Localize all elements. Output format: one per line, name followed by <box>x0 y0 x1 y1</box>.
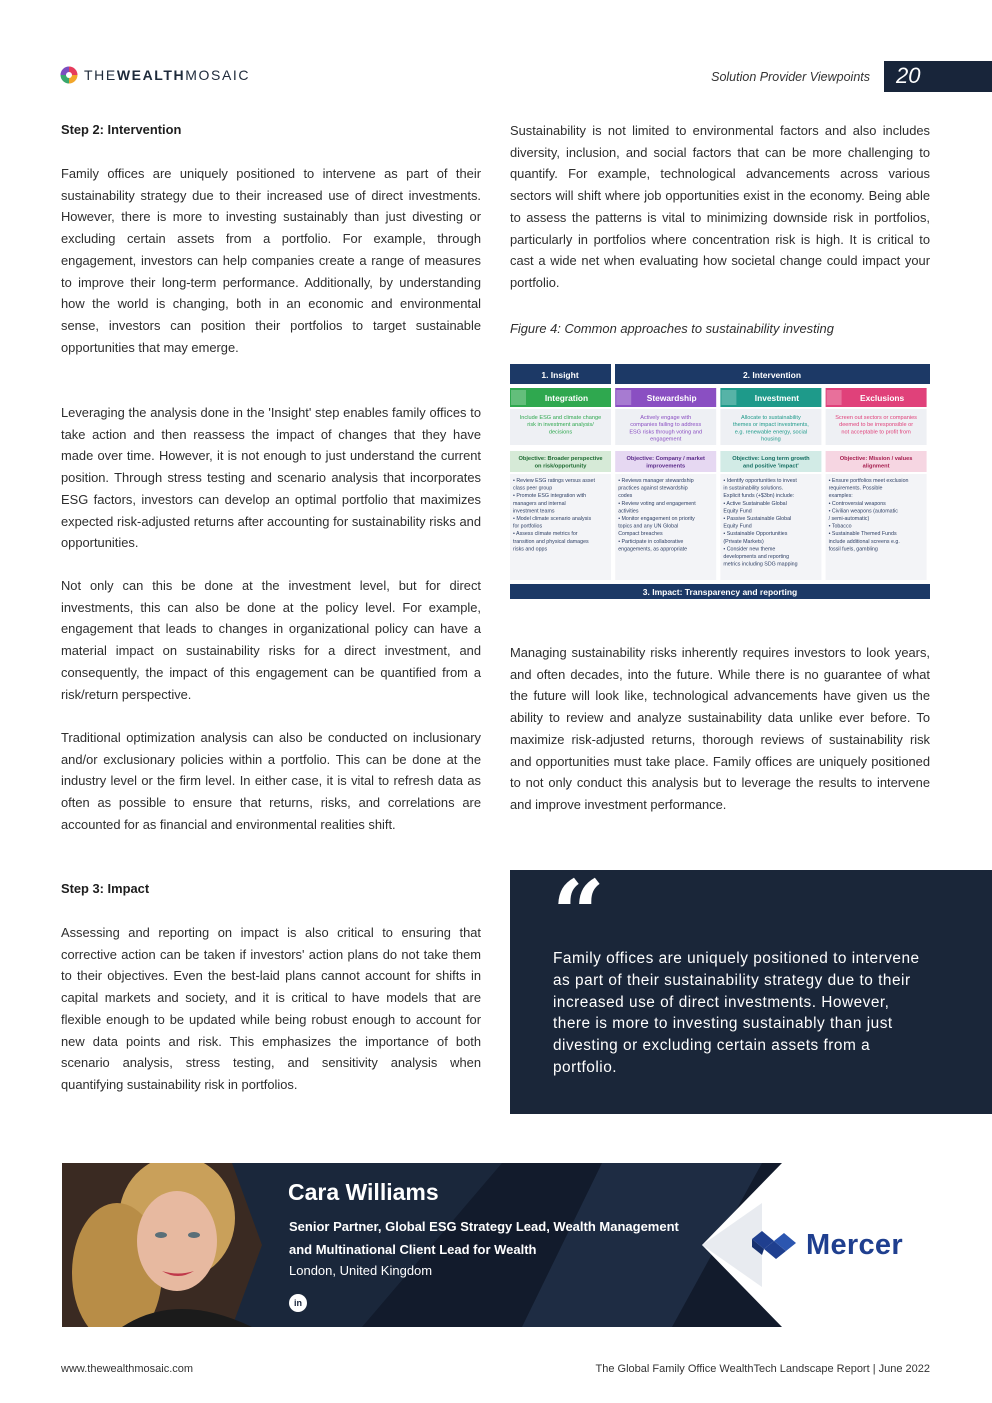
page-number-box <box>884 61 992 92</box>
figure-column-desc-line: e.g. renewable energy, social <box>734 429 808 436</box>
figure-column-desc-line: companies failing to address <box>630 422 702 429</box>
figure-objective-line: on risk/opportunity <box>534 463 587 470</box>
figure-bullet-line: / semi-automatic) <box>828 516 870 522</box>
step2-paragraph-3: Not only can this be done at the investment level, but for direct investments, this can also be done at the policy level. For example, engagement that leads to changes in organizational policy can have a material impact on sustainability risks for a direct investment, and consequently, the impact of this engagement can be quantified from a risk/return perspective. <box>61 578 481 702</box>
figure-bullet-line: Compact breaches <box>618 531 663 538</box>
figure-bullet-line: examples: <box>828 493 853 500</box>
figure-bullet-line: • Review voting and engagement <box>618 500 696 507</box>
quote-text: Family offices are uniquely positioned to intervene as part of their sustainability strategy due to their increased use of direct investments. However, there is more to investing sustainably than just divesting or excluding certain assets from a portfolio. <box>553 950 920 1076</box>
mercer-wordmark: Mercer <box>806 1229 903 1261</box>
figure-bullet-line: • Active Sustainable Global <box>723 500 787 507</box>
figure-column-desc-line: risk in investment analysis/ <box>527 422 594 429</box>
figure-bullet-line: practices against stewardship <box>618 485 688 492</box>
portrait-photo <box>62 1163 292 1327</box>
figure-bullet-line: • Review ESG ratings versus asset <box>513 478 595 484</box>
figure-bullet-line: requirements. Possible <box>828 485 883 492</box>
figure-objective-line: improvements <box>646 463 686 470</box>
figure-bullet-line: • Reviews manager stewardship <box>618 478 694 484</box>
section-label: Solution Provider Viewpoints <box>711 70 870 84</box>
figure-column-desc-line: themes or impact investments, <box>732 422 809 429</box>
page-number: 20 <box>896 63 921 88</box>
figure-diagram <box>509 363 931 601</box>
mosaic-logo-icon <box>60 66 78 84</box>
figure-column-title: Integration <box>544 393 589 403</box>
step3-paragraph-1: Assessing and reporting on impact is also critical to ensuring that corrective action can be taken if investors' action plans do not take them to their objectives. Even the best-laid plans cannot account for shifts in capital markets and society, and it is critical to have models that are flexible enough to be updated while being robust enough to account for new data points and risk. This emphasizes the importance of both scenario analysis, stress testing, and sensitivity analysis when quantifying sustainability risk in portfolios. <box>61 925 481 1092</box>
mercer-logo-icon <box>752 1231 798 1261</box>
figure-bullet-line: developments and reporting <box>723 554 790 560</box>
figure-bullet-line: fossil fuels, gambling <box>828 546 878 553</box>
figure-bullet-line: metrics including SDG mapping <box>723 561 798 568</box>
figure-bullet-line: • Sustainable Opportunities <box>723 531 788 538</box>
step2-paragraph-1: Family offices are uniquely positioned to intervene as part of their sustainability strategy due to their increased use of direct investments. However, there is more to investing sustainably than just divesting or excluding certain assets from a portfolio. For example, through engagement, investors can help companies create a range of measures to improve their long-term performance. Additionally, by understanding how the world is changing, both in an economic and environmental sense, investors can position their portfolios to target sustainable opportunities that may emerge. <box>61 166 481 355</box>
figure-bullet-line: for portfolios <box>513 523 543 530</box>
figure-bullet-line: • Assess climate metrics for <box>513 531 578 538</box>
figure-column-desc-line: Actively engage with <box>640 415 692 421</box>
figure-column-desc-line: Screen out sectors or companies <box>835 415 917 421</box>
figure-bullet-line: codes <box>618 493 633 500</box>
figure-column-desc-line: decisions <box>548 429 573 436</box>
figure-bullet-line: • Model climate scenario analysis <box>513 516 592 522</box>
figure-bullet-line: in sustainability solutions. <box>723 485 784 492</box>
logo[interactable] <box>60 66 250 84</box>
figure-objective-line: alignment <box>862 463 890 470</box>
figure-column-desc-line: ESG risks through voting and <box>629 429 703 436</box>
figure-bullet-line: • Consider new theme <box>723 546 776 553</box>
profile-location: London, United Kingdom <box>289 1263 433 1278</box>
band-impact: 3. Impact: Transparency and reporting <box>642 587 798 597</box>
figure-column-title: Exclusions <box>859 393 905 403</box>
figure-objective-line: and positive 'impact' <box>742 463 799 470</box>
right-paragraph-2: Managing sustainability risks inherently requires investors to look years, and often decades, into the future. While there is no guarantee of what the future will look like, technological advancements have given us the ability to review and analyze sustainability data unlike ever before. To maximize risk-adjusted returns, thorough reviews of sustainability risk and opportunities must take place. Family offices are uniquely positioned to not only conduct this analysis but to leverage the results to intervene and improve investment performance. <box>510 645 930 812</box>
figure-bullet-line: include additional screens e.g. <box>828 538 900 545</box>
figure-bullet-line: • Civilian weapons (automatic <box>828 508 898 515</box>
profile-name: Cara Williams <box>288 1179 439 1205</box>
figure-objective-line: Objective: Broader perspective <box>518 456 603 462</box>
figure-column-desc-line: engagement <box>650 436 682 443</box>
step2-paragraph-4: Traditional optimization analysis can also be conducted on inclusionary and/or exclusionary policies within a portfolio. This can be done at the industry level or the firm level. In either case, it is vital to refresh data as often as possible to ensure that returns, risks, and correlations are accounted for as financial and environmental realities shift. <box>61 730 481 832</box>
figure-bullet-line: • Identify opportunities to invest <box>723 478 797 484</box>
figure-bullet-line: • Passive Sustainable Global <box>723 516 792 522</box>
step2-heading: Step 2: Intervention <box>61 122 182 137</box>
figure-bullet-line: Equity Fund <box>723 508 752 515</box>
figure-bullet-line: engagements, as appropriate <box>618 546 688 553</box>
footer-report: The Global Family Office WealthTech Landscape Report | June 2022 <box>595 1363 930 1375</box>
figure-objective-line: Objective: Mission / values <box>839 456 913 462</box>
figure-column-desc-line: housing <box>761 436 781 443</box>
figure-column-icon <box>511 390 526 405</box>
quote-mark-icon: “ <box>552 860 605 968</box>
pull-quote <box>510 860 992 1114</box>
logo-text: THEWEALTHMOSAIC <box>84 67 251 83</box>
figure-bullet-line: investment teams <box>513 508 555 515</box>
figure-bullet-line: • Ensure portfolios meet exclusion <box>828 478 909 484</box>
step3-heading: Step 3: Impact <box>61 881 150 896</box>
figure-bullet-line: (Private Markets) <box>723 538 764 545</box>
right-paragraph-1: Sustainability is not limited to environmental factors and also includes diversity, inclusion, and social factors that can be more challenging to quantify. For example, technological advancements across various sectors will shift where job opportunities exist in the economy. Being able to assess the patterns is vital to minimizing downside risk in portfolios, particularly in portfolios where concentration risk is high. It is critical to cast a wide net when evaluating how societal change could impact your portfolio. <box>510 123 930 290</box>
figure-column-desc-line: Allocate to sustainability <box>741 415 801 421</box>
figure-bullet-line: • Promote ESG integration with <box>513 493 587 500</box>
figure-column-icon <box>616 390 631 405</box>
figure-column-icon <box>721 390 736 405</box>
figure-bullet-line: transition and physical damages <box>513 538 589 545</box>
figure-bullet-line: risks and opps <box>513 546 548 553</box>
figure-bullet-line: activities <box>618 508 639 515</box>
linkedin-icon[interactable]: in <box>289 1294 307 1312</box>
mercer-logo[interactable] <box>752 1229 903 1262</box>
sustainability-approaches-figure <box>509 363 931 601</box>
step2-paragraph-2: Leveraging the analysis done in the 'Insight' step enables family offices to take action and then reassess the impact of changes that they have made over time. However, it is not enough to just understand the current position. Through stress testing and scenario analysis that incorporates ESG factors, investors can develop an optimal portfolio that maximizes expected risk-adjusted returns after accounting for sustainability risks and opportunities. <box>61 405 481 551</box>
band-insight: 1. Insight <box>541 370 579 380</box>
figure-bullet-line: • Tobacco <box>828 523 852 530</box>
figure-column-desc-line: deemed to be irresponsible or <box>839 422 914 429</box>
figure-bullet-line: Equity Fund <box>723 523 752 530</box>
figure-bullet-line: • Participate in collaborative <box>618 538 684 545</box>
figure-bullet-line: topics and any UN Global <box>618 523 679 530</box>
figure-column-title: Investment <box>754 393 800 403</box>
figure-bullet-line: • Sustainable Themed Funds <box>828 531 897 538</box>
footer-website[interactable]: www.thewealthmosaic.com <box>61 1363 194 1375</box>
band-intervention: 2. Intervention <box>742 370 802 380</box>
figure-bullet-line: • Controversial weapons <box>828 500 886 507</box>
figure-caption: Figure 4: Common approaches to sustainability investing <box>510 321 834 336</box>
figure-column-desc-line: Include ESG and climate change <box>519 415 602 421</box>
figure-column-desc-line: not acceptable to profit from <box>841 429 911 436</box>
figure-bullet-line: Explicit funds (+$3bn) include: <box>723 493 795 500</box>
figure-column-icon <box>827 390 842 405</box>
figure-bullet-line: managers and internal <box>513 500 566 507</box>
figure-objective-line: Objective: Company / market <box>626 456 705 462</box>
profile-banner <box>62 1163 931 1327</box>
figure-column-title: Stewardship <box>646 393 697 403</box>
figure-bullet-line: • Monitor engagement on priority <box>618 516 695 522</box>
figure-bullet-line: class peer group <box>513 485 553 492</box>
profile-title: Senior Partner, Global ESG Strategy Lead, Wealth Management and Multinational Client Lead for Wealth <box>289 1219 679 1257</box>
figure-objective-line: Objective: Long term growth <box>732 456 810 462</box>
